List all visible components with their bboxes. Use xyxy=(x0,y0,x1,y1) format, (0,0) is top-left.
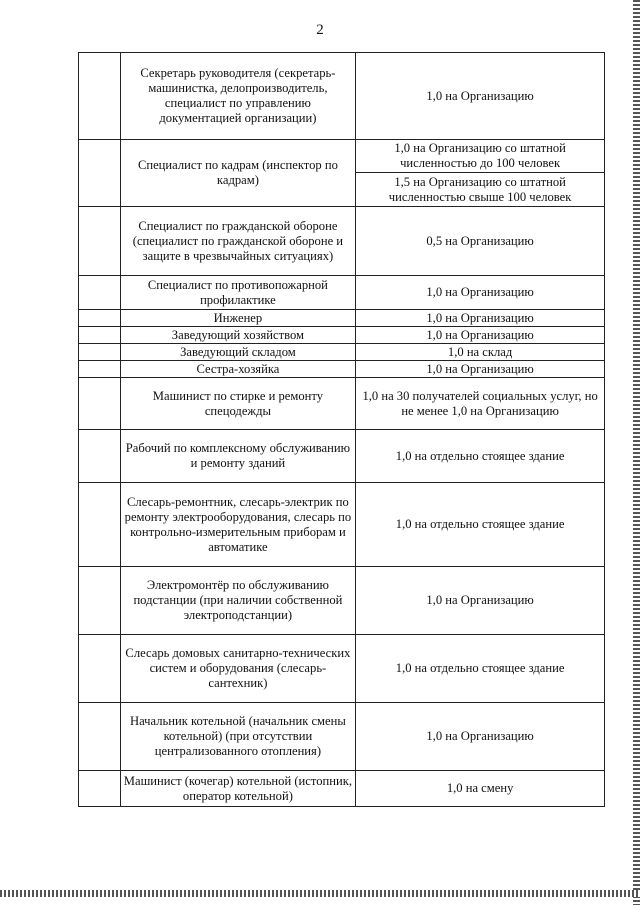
norm-cell: 0,5 на Организацию xyxy=(356,207,605,276)
position-cell: Инженер xyxy=(120,310,356,327)
table-row xyxy=(79,567,605,635)
position-cell: Машинист по стирке и ремонту спецодежды xyxy=(120,378,356,430)
row-number-cell xyxy=(79,771,121,807)
table-row xyxy=(79,771,605,807)
norm-cell: 1,0 на Организацию xyxy=(356,53,605,140)
position-cell: Начальник котельной (начальник смены котельной) (при отсутствии централизованного отопления) xyxy=(120,703,356,771)
table-row xyxy=(79,276,605,310)
position-cell: Специалист по противопожарной профилактике xyxy=(120,276,356,310)
row-number-cell xyxy=(79,344,121,361)
norm-cell: 1,0 на отдельно стоящее здание xyxy=(356,430,605,483)
table-row xyxy=(79,378,605,430)
table-row xyxy=(79,327,605,344)
norm-cell: 1,5 на Организацию со штатной численностью свыше 100 человек xyxy=(356,173,605,207)
position-cell: Секретарь руководителя (секретарь-машинистка, делопроизводитель, специалист по управлению документацией организации) xyxy=(120,53,356,140)
scan-edge-right xyxy=(633,0,640,905)
table-row xyxy=(79,483,605,567)
position-cell: Рабочий по комплексному обслуживанию и ремонту зданий xyxy=(120,430,356,483)
norm-cell: 1,0 на Организацию со штатной численностью до 100 человек xyxy=(356,140,605,173)
row-number-cell xyxy=(79,327,121,344)
position-cell: Слесарь-ремонтник, слесарь-электрик по ремонту электрооборудования, слесарь по контрольно-измерительным приборам и автоматике xyxy=(120,483,356,567)
table-row xyxy=(79,53,605,140)
row-number-cell xyxy=(79,276,121,310)
norm-cell: 1,0 на Организацию xyxy=(356,310,605,327)
row-number-cell xyxy=(79,483,121,567)
scan-edge-bottom xyxy=(0,890,640,897)
norm-cell: 1,0 на Организацию xyxy=(356,276,605,310)
norm-cell: 1,0 на Организацию xyxy=(356,361,605,378)
position-cell: Заведующий складом xyxy=(120,344,356,361)
table-row xyxy=(79,344,605,361)
position-cell: Специалист по кадрам (инспектор по кадрам) xyxy=(120,140,356,207)
row-number-cell xyxy=(79,140,121,207)
norm-cell: 1,0 на смену xyxy=(356,771,605,807)
row-number-cell xyxy=(79,310,121,327)
position-cell: Специалист по гражданской обороне (специалист по гражданской обороне и защите в чрезвычайных ситуациях) xyxy=(120,207,356,276)
position-cell: Слесарь домовых санитарно-технических систем и оборудования (слесарь-сантехник) xyxy=(120,635,356,703)
row-number-cell xyxy=(79,53,121,140)
table-row xyxy=(79,310,605,327)
norm-cell: 1,0 на Организацию xyxy=(356,703,605,771)
table-row xyxy=(79,361,605,378)
table-row xyxy=(79,635,605,703)
row-number-cell xyxy=(79,703,121,771)
row-number-cell xyxy=(79,207,121,276)
row-number-cell xyxy=(79,378,121,430)
row-number-cell xyxy=(79,430,121,483)
norm-cell: 1,0 на Организацию xyxy=(356,567,605,635)
position-cell: Сестра-хозяйка xyxy=(120,361,356,378)
row-number-cell xyxy=(79,361,121,378)
table-row xyxy=(79,703,605,771)
row-number-cell xyxy=(79,635,121,703)
position-cell: Электромонтёр по обслуживанию подстанции (при наличии собственной электроподстанции) xyxy=(120,567,356,635)
norm-cell: 1,0 на склад xyxy=(356,344,605,361)
row-number-cell xyxy=(79,567,121,635)
table-row xyxy=(79,430,605,483)
table-row xyxy=(79,207,605,276)
table-row xyxy=(79,140,605,173)
page-number: 2 xyxy=(316,22,324,38)
norm-cell: 1,0 на Организацию xyxy=(356,327,605,344)
position-cell: Машинист (кочегар) котельной (истопник, оператор котельной) xyxy=(120,771,356,807)
norm-cell: 1,0 на отдельно стоящее здание xyxy=(356,635,605,703)
norm-cell: 1,0 на 30 получателей социальных услуг, но не менее 1,0 на Организацию xyxy=(356,378,605,430)
position-cell: Заведующий хозяйством xyxy=(120,327,356,344)
staffing-norms-table xyxy=(78,52,605,807)
norm-cell: 1,0 на отдельно стоящее здание xyxy=(356,483,605,567)
